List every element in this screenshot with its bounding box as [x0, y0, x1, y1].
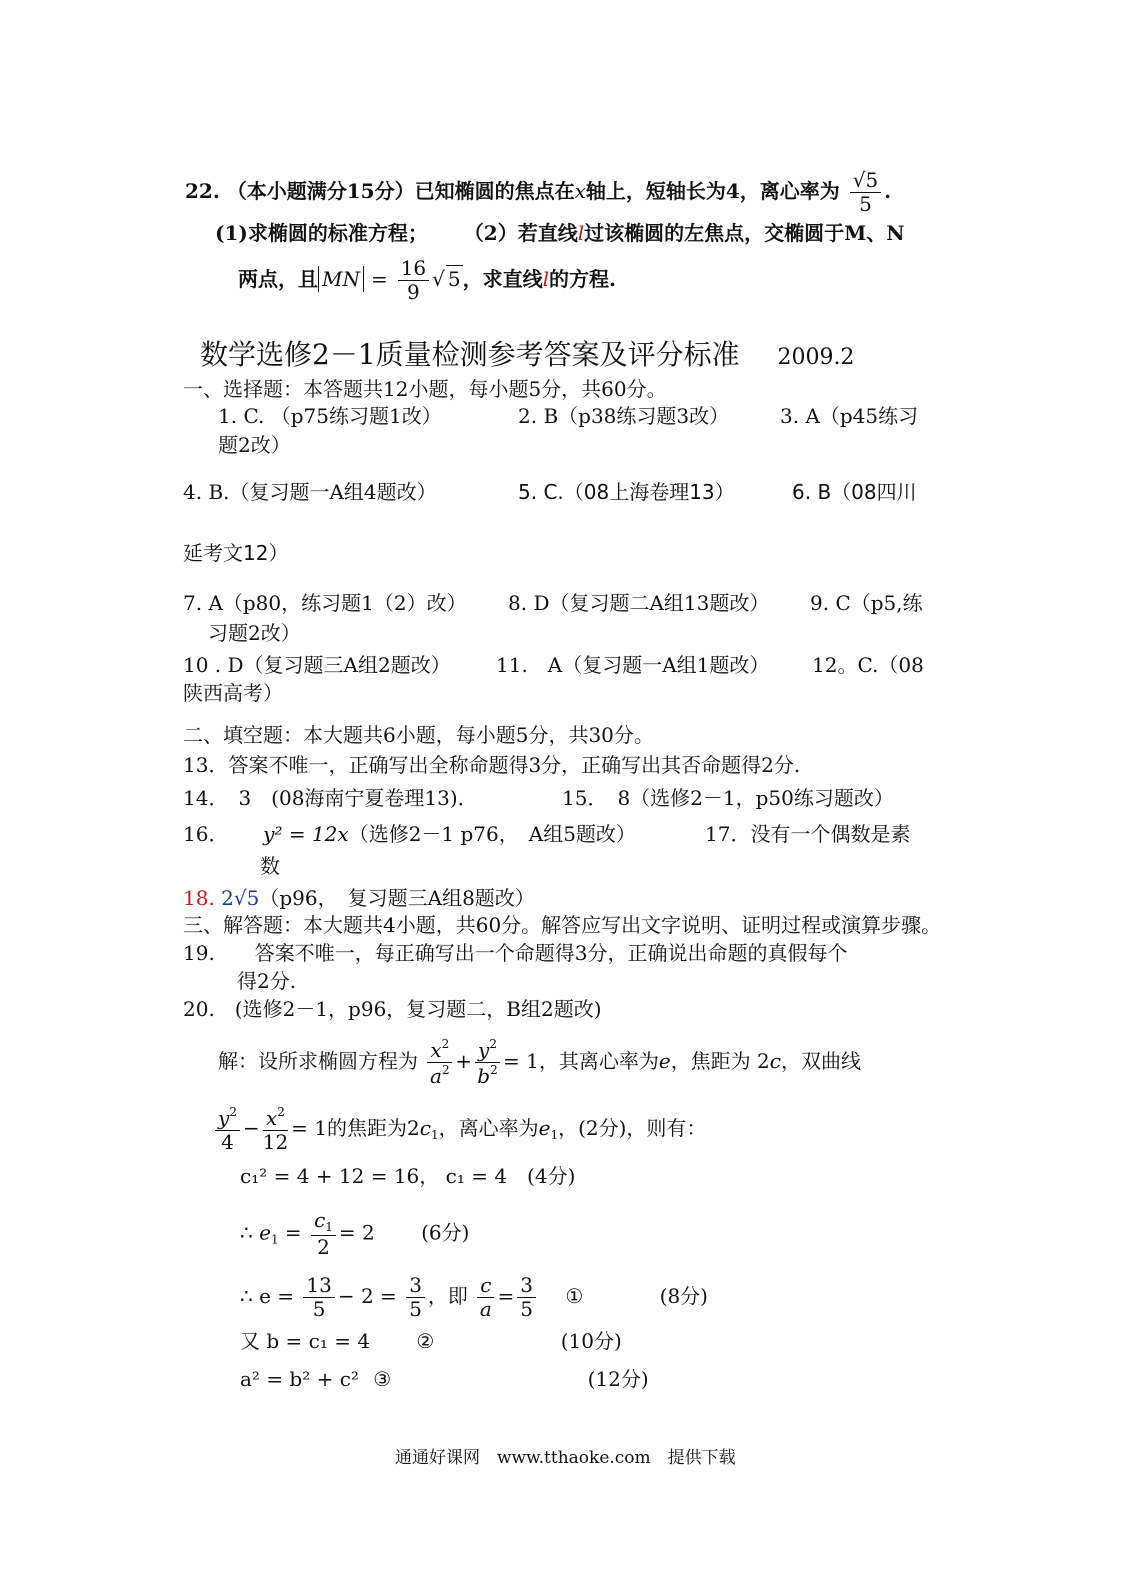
q22-part3a: 两点，且 [238, 267, 318, 291]
q22-intro: （本小题满分15分）已知椭圆的焦点在 [226, 179, 575, 203]
answer-4: 4. B.（复习题一A组4题改） [183, 480, 437, 504]
answer-8: 8. D（复习题二A组13题改） [508, 591, 770, 615]
x-var: x [574, 179, 586, 203]
q22-mid: 轴上，短轴长为4，离心率为 [585, 179, 840, 203]
mn-fraction: $\frac{16}{9}$ [398, 258, 429, 303]
q22-line2 [215, 220, 905, 246]
answer-2: 2. B（p38练习题3改） [518, 404, 730, 428]
section-2-heading: 二、填空题：本大题共6小题，每小题5分，共30分。 [183, 723, 654, 747]
answer-6: 6. B（08四川 [792, 480, 917, 504]
answer-18: 18. 2√5（p96， 复习题三A组8题改） [183, 886, 535, 910]
answer-19-cont: 得2分. [237, 969, 297, 993]
answer-date: 2009.2 [777, 345, 855, 370]
answer-3-cont: 题2改） [218, 433, 291, 457]
mn-abs: MN [318, 266, 364, 292]
q22-part2b: 过该椭圆的左焦点，交椭圆于M、N [584, 221, 905, 245]
answer-3: 3. A（p45练习 [780, 404, 919, 428]
answer-17: 17．没有一个偶数是素 [705, 822, 911, 846]
answer-11: 11. A（复习题一A组1题改） [496, 653, 770, 677]
solution-line-6: 又 b = c₁ = 4 ② (10分) [240, 1329, 622, 1353]
solution-line-3: c₁² = 4 + 12 = 16， c₁ = 4 (4分) [240, 1164, 576, 1188]
solution-line-2: $\frac{y^2}{4}$ − $\frac{x^2}{12}$ = 1的焦距为$2c_1$，离心率为$e_1$，(2分)，则有： [215, 1106, 706, 1153]
q22-number: 22. [185, 179, 220, 203]
answer-7: 7. A（p80，练习题1（2）改） [183, 591, 467, 615]
answer-20: 20. (选修2－1，p96，复习题二，B组2题改) [183, 997, 602, 1021]
q22-part1: (1)求椭圆的标准方程； [215, 221, 428, 245]
page-footer: 通通好课网 www.tthaoke.com 提供下载 [395, 1448, 736, 1468]
eccentricity-fraction: $\frac{√5}{5}$ [850, 170, 881, 215]
answer-10: 10 . D（复习题三A组2题改） [183, 653, 451, 677]
section-3-heading: 三、解答题：本大题共4小题，共60分。解答应写出文字说明、证明过程或演算步骤。 [183, 913, 942, 937]
q22-line1: 22. （本小题满分15分）已知椭圆的焦点在x轴上，短轴长为4，离心率为 $\frac{√5}{5}$ . [185, 168, 892, 216]
answer-1: 1. C. （p75练习题1改） [218, 404, 442, 428]
answer-19: 19. 答案不唯一，每正确写出一个命题得3分，正确说出命题的真假每个 [183, 941, 848, 965]
solution-line-7: a² = b² + c² ③ (12分) [240, 1367, 649, 1391]
q22-line3: 两点，且 MN = $\frac{16}{9}$ √ 5 ，求直线l的方程. [238, 256, 616, 304]
answer-15: 15． 8（选修2－1，p50练习题改） [562, 786, 894, 810]
answer-12-cont: 陕西高考） [183, 681, 283, 705]
answer-5: 5. C.（08上海卷理13） [518, 480, 735, 504]
answer-16-equation: y² = 12x [263, 822, 349, 846]
answer-9-cont: 习题2改） [208, 621, 301, 645]
q22-part2a: （2）若直线 [463, 221, 578, 245]
answer-14: 14． 3 (08海南宁夏卷理13)． [183, 786, 478, 810]
answer-16: 16． y² = 12x（选修2－1 p76， A组5题改） [183, 822, 636, 846]
section-1-heading: 一、选择题：本答题共12小题，每小题5分，共60分。 [183, 377, 667, 401]
solution-line-4: ∴ $e_1$ = $\frac{c_1}{2}$ = 2 (6分) [240, 1208, 470, 1259]
answer-9: 9. C（p5,练 [810, 591, 923, 615]
answer-17-cont: 数 [260, 854, 280, 878]
solution-line-5: ∴ e = $\frac{13}{5}$ − 2 = $\frac{3}{5}$ ，即 $\frac{c}{a}$ = $\frac{3}{5}$ ① (8分) [240, 1273, 708, 1321]
answer-6-cont: 延考文12） [183, 541, 289, 565]
answer-title: 数学选修2－1质量检测参考答案及评分标准 2009.2 [200, 338, 855, 371]
answer-13: 13．答案不唯一，正确写出全称命题得3分，正确写出其否命题得2分. [183, 753, 801, 777]
answer-18-value: 2√5 [221, 886, 260, 910]
line-l-var: l [577, 221, 585, 245]
solution-line-1: 解：设所求椭圆方程为 $\frac{x^2}{a^2}$ + $\frac{y^2}{b^2}$ = 1，其离心率为e，焦距为 2c，双曲线 [218, 1037, 861, 1088]
answer-12: 12。C.（08 [812, 653, 924, 677]
